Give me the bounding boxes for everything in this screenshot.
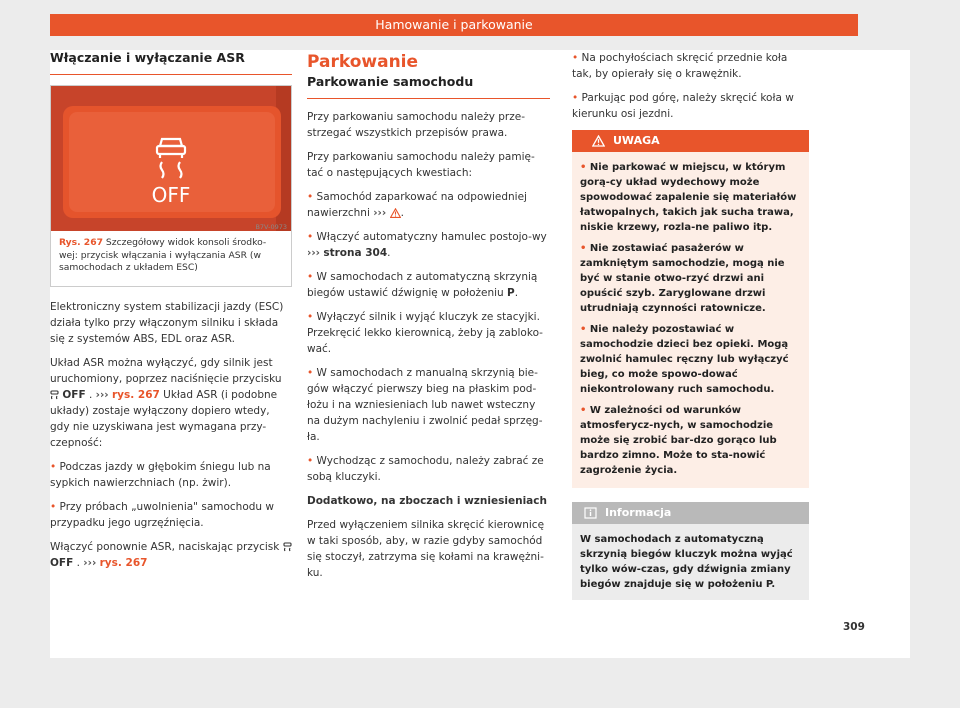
warning-item: • W zależności od warunków atmosferycz-nych, w samochodzie może się zrobić bar-dzo gorąco lub bardzo zimno. Może to sta-nowić zagrożenie życia.	[580, 405, 777, 476]
asr-off-icon	[283, 541, 292, 552]
figure-reference-link[interactable]: rys. 267	[111, 389, 160, 401]
section-title-asr: Włączanie i wyłączanie ASR	[50, 50, 292, 75]
list-item: • Włączyć automatyczny hamulec postojo-wy ››› strona 304.	[307, 231, 547, 259]
list-item: • Wychodząc z samochodu, należy zabrać ze sobą kluczyki.	[307, 455, 544, 483]
warning-item: • Nie należy pozostawiać w samochodzie dzieci bez opieki. Mogą zwolnić hamulec ręczny lub wyłączyć bieg, co może spowo-dować niekontrolowany ruch samochodu.	[580, 324, 789, 395]
figure-reference-link[interactable]: rys. 267	[99, 557, 148, 569]
off-label: OFF	[62, 389, 86, 401]
figure-label: Rys. 267	[59, 237, 103, 248]
paragraph: Przy parkowaniu samochodu należy pamię-tać o następujących kwestiach:	[307, 151, 535, 179]
list-item: • Wyłączyć silnik i wyjąć kluczyk ze stacyjki. Przekręcić lekko kierownicą, żeby ją zabloko-wać.	[307, 311, 543, 355]
figure-267	[50, 85, 292, 287]
page-number: 309	[843, 621, 865, 633]
info-title: Informacja	[605, 506, 672, 519]
paragraph: Przed wyłączeniem silnika skręcić kierownicę w taki sposób, aby, w razie gdyby samochód się stoczył, zatrzyma się kołami na krawężni-ku.	[307, 519, 545, 579]
warning-item: • Nie zostawiać pasażerów w zamkniętym samochodzie, mogą nie być w stanie otwo-rzyć drzwi ani opuścić szyb. Zaryglowane drzwi utrudniają czynności ratownicze.	[580, 243, 785, 314]
paragraph: Układ ASR można wyłączyć, gdy silnik jest uruchomiony, poprzez naciśnięcie przycisku OFF . ››› rys. 267 Układ ASR (i podobne układy) zostaje wyłączony dopiero wtedy, gdy nie uzyskiwana jest wymagana przy-czepność:	[50, 357, 282, 449]
column-parking-cont	[572, 50, 809, 600]
subheading: Dodatkowo, na zboczach i wzniesieniach	[307, 495, 547, 507]
page-header: Hamowanie i parkowanie	[50, 14, 858, 36]
info-icon	[584, 507, 597, 519]
chapter-title: Parkowanie	[307, 52, 419, 72]
page-reference-link[interactable]: strona 304	[323, 247, 388, 259]
figure-code: B7V-0973	[255, 223, 287, 231]
figure-caption	[59, 237, 283, 275]
warning-triangle-icon	[592, 135, 605, 147]
info-header	[572, 502, 809, 524]
figure-caption-text: Szczegółowy widok konsoli środko-wej: przycisk włączania i wyłączania ASR (w samochodach z układem ESC)	[59, 237, 267, 273]
svg-text:OFF: OFF	[151, 183, 191, 207]
warning-item: • Nie parkować w miejscu, w którym gorą-cy układ wydechowy może spowodować zapalenie się materiałów łatwopalnych, takich jak sucha trawa, niskie krzewy, rozla-ne paliwo itp.	[580, 162, 797, 233]
paragraph: Przy parkowaniu samochodu należy prze-strzegać wszystkich przepisów prawa.	[307, 111, 525, 139]
section-title-parking: Parkowanie samochodu	[307, 74, 550, 99]
warning-box	[572, 130, 809, 488]
info-box	[572, 502, 809, 600]
info-body: W samochodach z automatyczną skrzynią biegów kluczyk można wyjąć tylko wów-czas, gdy dźwignia zmiany biegów znajduje się w położeniu P.	[580, 534, 793, 590]
asr-off-icon	[50, 389, 59, 400]
warning-triangle-icon[interactable]	[390, 208, 401, 218]
warning-header	[572, 130, 809, 152]
paragraph: Włączyć ponownie ASR, naciskając przycisk OFF . ››› rys. 267	[50, 539, 292, 571]
list-item: • Podczas jazdy w głębokim śniegu lub na sypkich nawierzchniach (np. żwir).	[50, 461, 271, 489]
column-parking	[307, 50, 550, 589]
list-item: • W samochodach z manualną skrzynią bie-gów włączyć pierwszy bieg na płaskim pod-łożu i na wzniesieniach lub nawet wsteczny na dużym nachyleniu i zwolnić pedał sprzęg-ła.	[307, 367, 543, 443]
list-item: • Na pochyłościach skręcić przednie koła tak, by opierały się o krawężnik.	[572, 52, 788, 80]
column-asr	[50, 50, 292, 579]
off-label: OFF	[50, 557, 74, 569]
list-item: • Parkując pod górę, należy skręcić koła w kierunku osi jezdni.	[572, 92, 794, 120]
list-item: • Przy próbach „uwolnienia" samochodu w przypadku jego ugrzęźnięcia.	[50, 501, 274, 529]
warning-title: UWAGA	[613, 134, 660, 147]
warning-body	[572, 152, 809, 488]
list-item: • W samochodach z automatyczną skrzynią biegów ustawić dźwignię w położeniu P.	[307, 271, 538, 299]
asr-button-illustration	[51, 86, 291, 231]
paragraph: Elektroniczny system stabilizacji jazdy (ESC) działa tylko przy włączonym silniku i składa się z systemów ABS, EDL oraz ASR.	[50, 301, 284, 345]
list-item: • Samochód zaparkować na odpowiedniej nawierzchni ››› .	[307, 191, 527, 219]
